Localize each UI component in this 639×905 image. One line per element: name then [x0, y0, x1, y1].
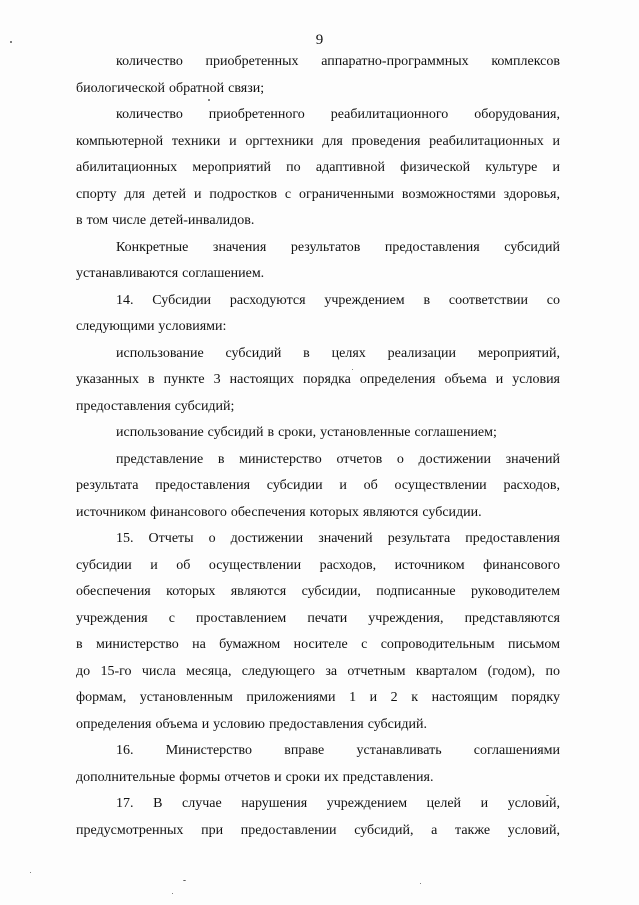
- paragraph-clause-16: [76, 738, 560, 791]
- scan-speck: [30, 872, 31, 873]
- paragraph-condition-purpose: [76, 341, 560, 421]
- scan-speck: [420, 883, 421, 884]
- text-line: использование субсидий в сроки, установленные соглашением;: [116, 425, 497, 440]
- text-line: до 15-го числа месяца, следующего за отчетным кварталом (годом), по: [76, 663, 560, 679]
- body-text: [76, 49, 560, 844]
- text-line: учреждения с проставлением печати учреждения, представляются: [76, 610, 560, 626]
- text-line: 16. Министерство вправе устанавливать соглашениями: [116, 743, 560, 758]
- paragraph-clause-15: [76, 526, 560, 738]
- paragraph-clause-14: [76, 288, 560, 341]
- text-line: 14. Субсидии расходуются учреждением в соответствии со: [116, 292, 560, 308]
- scan-speck: [208, 99, 210, 101]
- text-line: субсидии и об осуществлении расходов, источником финансового: [76, 557, 560, 573]
- text-line: следующими условиями:: [76, 319, 227, 334]
- text-line: дополнительные формы отчетов и сроки их представления.: [76, 769, 434, 785]
- paragraph-clause-17: [76, 791, 560, 844]
- paragraph-count-equipment: [76, 102, 560, 235]
- scan-speck: [183, 880, 186, 881]
- scan-speck: [172, 893, 173, 894]
- text-line: устанавливаются соглашением.: [76, 266, 265, 281]
- text-line: 17. В случае нарушения учреждением целей и условий,: [116, 796, 560, 811]
- text-line: 15. Отчеты о достижении значений результата предоставления: [116, 531, 560, 546]
- text-line: биологической обратной связи;: [76, 80, 265, 96]
- text-line: предусмотренных при предоставлении субсидий, а также условий,: [76, 822, 560, 838]
- text-line: количество приобретенного реабилитационного оборудования,: [116, 107, 560, 122]
- text-line: предоставления субсидий;: [76, 398, 235, 414]
- text-line: в министерство на бумажном носителе с сопроводительным письмом: [76, 637, 560, 652]
- scan-speck: [546, 795, 549, 796]
- paragraph-count-complexes: [76, 49, 560, 102]
- page-number: 9: [315, 32, 324, 48]
- text-line: компьютерной техники и оргтехники для проведения реабилитационных и: [76, 133, 560, 149]
- paragraph-condition-terms: [76, 420, 560, 447]
- text-line: Конкретные значения результатов предоставления субсидий: [116, 239, 560, 255]
- text-line: результата предоставления субсидии и об осуществлении расходов,: [76, 478, 560, 493]
- text-line: формам, установленным приложениями 1 и 2 к настоящим порядку: [76, 690, 560, 705]
- text-line: представление в министерство отчетов о достижении значений: [116, 451, 560, 467]
- text-line: источником финансового обеспечения которых являются субсидии.: [76, 504, 482, 520]
- scan-speck: [352, 369, 353, 370]
- text-line: использование субсидий в целях реализации мероприятий,: [116, 345, 560, 361]
- text-line: в том числе детей-инвалидов.: [76, 213, 255, 228]
- text-line: абилитационных мероприятий по адаптивной физической культуре и: [76, 160, 560, 175]
- scan-speck: [10, 41, 12, 43]
- text-line: спорту для детей и подростков с ограниченными возможностями здоровья,: [76, 186, 560, 202]
- paragraph-condition-reports: [76, 447, 560, 527]
- paragraph-specific-values: [76, 235, 560, 288]
- text-line: определения объема и условию предоставления субсидий.: [76, 716, 427, 732]
- text-line: обеспечения которых являются субсидии, подписанные руководителем: [76, 584, 560, 599]
- text-line: количество приобретенных аппаратно-программных комплексов: [116, 54, 560, 69]
- text-line: указанных в пункте 3 настоящих порядка определения объема и условия: [76, 372, 560, 387]
